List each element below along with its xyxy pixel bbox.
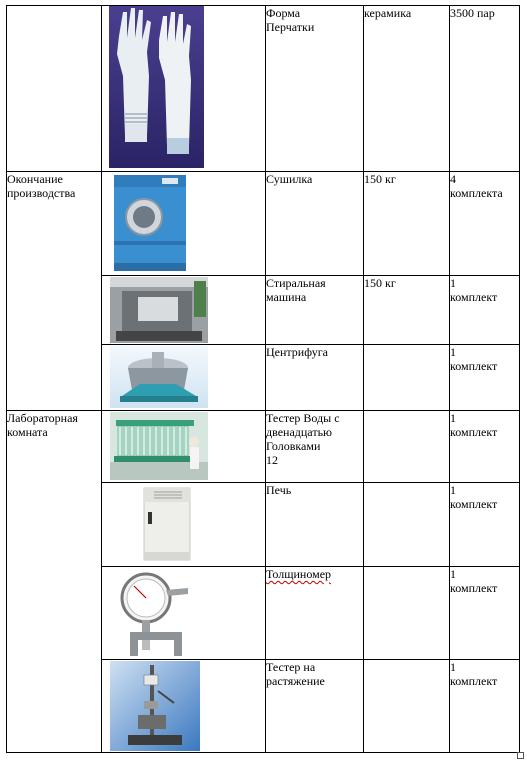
quantity-cell — [450, 276, 520, 345]
item-name-line: Сушилка — [266, 172, 313, 186]
quantity-line: 3500 пар — [450, 6, 495, 20]
item-name-line: Толщиномер — [266, 567, 332, 581]
item-name-line: Головками — [266, 439, 321, 453]
table-row — [7, 172, 520, 276]
item-name-cell — [266, 345, 364, 411]
oven-photo — [142, 486, 192, 562]
quantity-cell — [450, 172, 520, 276]
item-name-line: Тестер на — [266, 660, 316, 674]
item-name-line: машина — [266, 290, 307, 304]
item-name-line: двенадцатью — [266, 425, 332, 439]
image-cell — [102, 276, 266, 345]
item-name-line: Печь — [266, 483, 292, 497]
spec-cell — [364, 483, 450, 567]
spec-cell — [364, 567, 450, 660]
quantity-line: 4 — [450, 172, 456, 186]
quantity-cell — [450, 345, 520, 411]
section-cell — [7, 411, 102, 753]
quantity-cell — [450, 411, 520, 483]
spec-cell — [364, 345, 450, 411]
item-name-cell — [266, 567, 364, 660]
table-row — [7, 411, 520, 483]
table-row — [7, 6, 520, 172]
quantity-line: комплект — [450, 581, 498, 595]
item-name-cell — [266, 276, 364, 345]
item-name-cell — [266, 411, 364, 483]
item-name-line: растяжение — [266, 674, 325, 688]
image-cell — [102, 345, 266, 411]
quantity-cell — [450, 483, 520, 567]
thickness-gauge-photo — [116, 570, 190, 658]
industrial-dryer-photo — [110, 173, 188, 273]
washing-machine-photo — [110, 277, 208, 343]
image-cell — [102, 411, 266, 483]
item-name-cell — [266, 6, 364, 172]
spec-cell — [364, 660, 450, 753]
quantity-line: комплекта — [450, 186, 503, 200]
image-cell — [102, 660, 266, 753]
item-name-line: Тестер Воды с — [266, 411, 340, 425]
section-cell — [7, 172, 102, 411]
spec-cell: керамика — [364, 6, 450, 172]
item-name-cell — [266, 660, 364, 753]
table-end-marker — [517, 752, 524, 759]
equipment-table — [6, 5, 520, 753]
section-cell-empty — [7, 6, 102, 172]
quantity-line: комплект — [450, 497, 498, 511]
quantity-cell — [450, 6, 520, 172]
tensile-tester-photo — [110, 661, 200, 751]
spec-cell: 150 кг — [364, 172, 450, 276]
quantity-line: 1 — [450, 567, 456, 581]
item-name-cell — [266, 172, 364, 276]
image-cell — [102, 483, 266, 567]
spec-cell: 150 кг — [364, 276, 450, 345]
quantity-line: 1 — [450, 660, 456, 674]
water-tester-photo — [110, 412, 208, 480]
quantity-line: 1 — [450, 483, 456, 497]
quantity-line: 1 — [450, 276, 456, 290]
quantity-cell — [450, 567, 520, 660]
item-name-line: Стиральная — [266, 276, 326, 290]
section-label-line: производства — [7, 186, 76, 200]
item-name-line: Перчатки — [266, 20, 315, 34]
item-name-line: Центрифуга — [266, 345, 328, 359]
image-cell — [102, 172, 266, 276]
spec-cell — [364, 411, 450, 483]
image-cell — [102, 567, 266, 660]
quantity-line: комплект — [450, 359, 498, 373]
centrifuge-photo — [110, 346, 208, 408]
section-label-line: Окончание — [7, 172, 63, 186]
quantity-cell — [450, 660, 520, 753]
item-name-line: 12 — [266, 453, 278, 467]
ceramic-glove-formers-photo — [109, 6, 204, 168]
item-name-cell — [266, 483, 364, 567]
item-name-line: Форма — [266, 6, 301, 20]
quantity-line: комплект — [450, 425, 498, 439]
quantity-line: 1 — [450, 411, 456, 425]
quantity-line: комплект — [450, 290, 498, 304]
section-label-line: комната — [7, 425, 48, 439]
quantity-line: комплект — [450, 674, 498, 688]
image-cell — [102, 6, 266, 172]
quantity-line: 1 — [450, 345, 456, 359]
section-label-line: Лабораторная — [7, 411, 78, 425]
